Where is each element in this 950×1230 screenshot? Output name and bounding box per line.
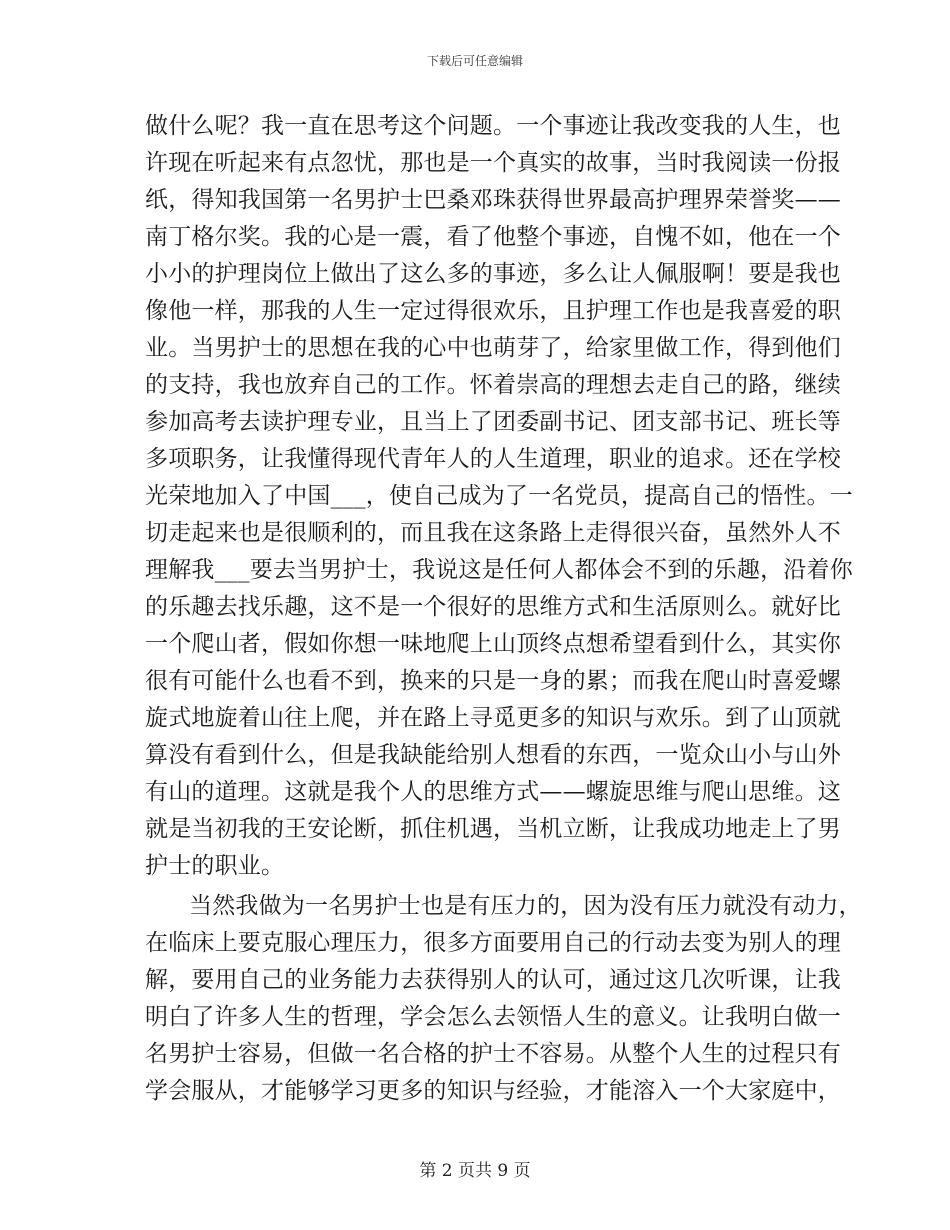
text-line: 很有可能什么也看不到，换来的只是一身的累；而我在爬山时喜爱螺 (145, 668, 841, 694)
text-line: 的乐趣去找乐趣，这不是一个很好的思维方式和生活原则么。就好比 (145, 594, 841, 620)
text-line: 名男护士容易，但做一名合格的护士不容易。从整个人生的过程只有 (145, 1041, 841, 1067)
text-line: 切走起来也是很顺利的，而且我在这条路上走得很兴奋，虽然外人不 (145, 520, 841, 546)
text-line: 当然我做为一名男护士也是有压力的，因为没有压力就没有动力， (189, 893, 862, 919)
text-line: 理解我___要去当男护士，我说这是任何人都体会不到的乐趣，沿着你 (145, 557, 853, 583)
text-line: 有山的道理。这就是我个人的思维方式——螺旋思维与爬山思维。这 (145, 779, 841, 805)
text-line: 护士的职业。 (145, 853, 285, 879)
text-line: 学会服从，才能够学习更多的知识与经验，才能溶入一个大家庭中， (145, 1078, 841, 1104)
text-line: 光荣地加入了中国___，使自己成为了一名党员，提高自己的悟性。一 (145, 483, 853, 509)
text-line: 的支持，我也放弃自己的工作。怀着崇高的理想去走自己的路，继续 (145, 372, 841, 398)
text-line: 明白了许多人生的哲理，学会怎么去领悟人生的意义。让我明白做一 (145, 1004, 841, 1030)
text-line: 做什么呢？我一直在思考这个问题。一个事迹让我改变我的人生，也 (145, 113, 841, 139)
text-line: 像他一样，那我的人生一定过得很欢乐，且护理工作也是我喜爱的职 (145, 298, 841, 324)
text-line: 在临床上要克服心理压力，很多方面要用自己的行动去变为别人的理 (145, 930, 841, 956)
text-line: 小小的护理岗位上做出了这么多的事迹，多么让人佩服啊！要是我也 (145, 261, 841, 287)
text-line: 多项职务，让我懂得现代青年人的人生道理，职业的追求。还在学校 (145, 446, 841, 472)
text-line: 算没有看到什么，但是我缺能给别人想看的东西，一览众山小与山外 (145, 742, 841, 768)
text-line: 南丁格尔奖。我的心是一震，看了他整个事迹，自愧不如，他在一个 (145, 224, 841, 250)
text-line: 一个爬山者，假如你想一味地爬上山顶终点想希望看到什么，其实你 (145, 631, 841, 657)
text-line: 业。当男护士的思想在我的心中也萌芽了，给家里做工作，得到他们 (145, 335, 841, 361)
page-number-footer: 第 2 页共 9 页 (419, 1161, 531, 1181)
text-line: 纸，得知我国第一名男护士巴桑邓珠获得世界最高护理界荣誉奖—— (145, 187, 841, 213)
text-line: 解，要用自己的业务能力去获得别人的认可，通过这几次听课，让我 (145, 967, 841, 993)
text-line: 许现在听起来有点忽忧，那也是一个真实的故事，当时我阅读一份报 (145, 150, 841, 176)
text-line: 参加高考去读护理专业，且当上了团委副书记、团支部书记、班长等 (145, 409, 841, 435)
text-line: 就是当初我的王安论断，抓住机遇，当机立断，让我成功地走上了男 (145, 816, 841, 842)
text-line: 旋式地旋着山往上爬，并在路上寻觅更多的知识与欢乐。到了山顶就 (145, 705, 841, 731)
page-header: 下载后可任意编辑 (426, 54, 523, 68)
